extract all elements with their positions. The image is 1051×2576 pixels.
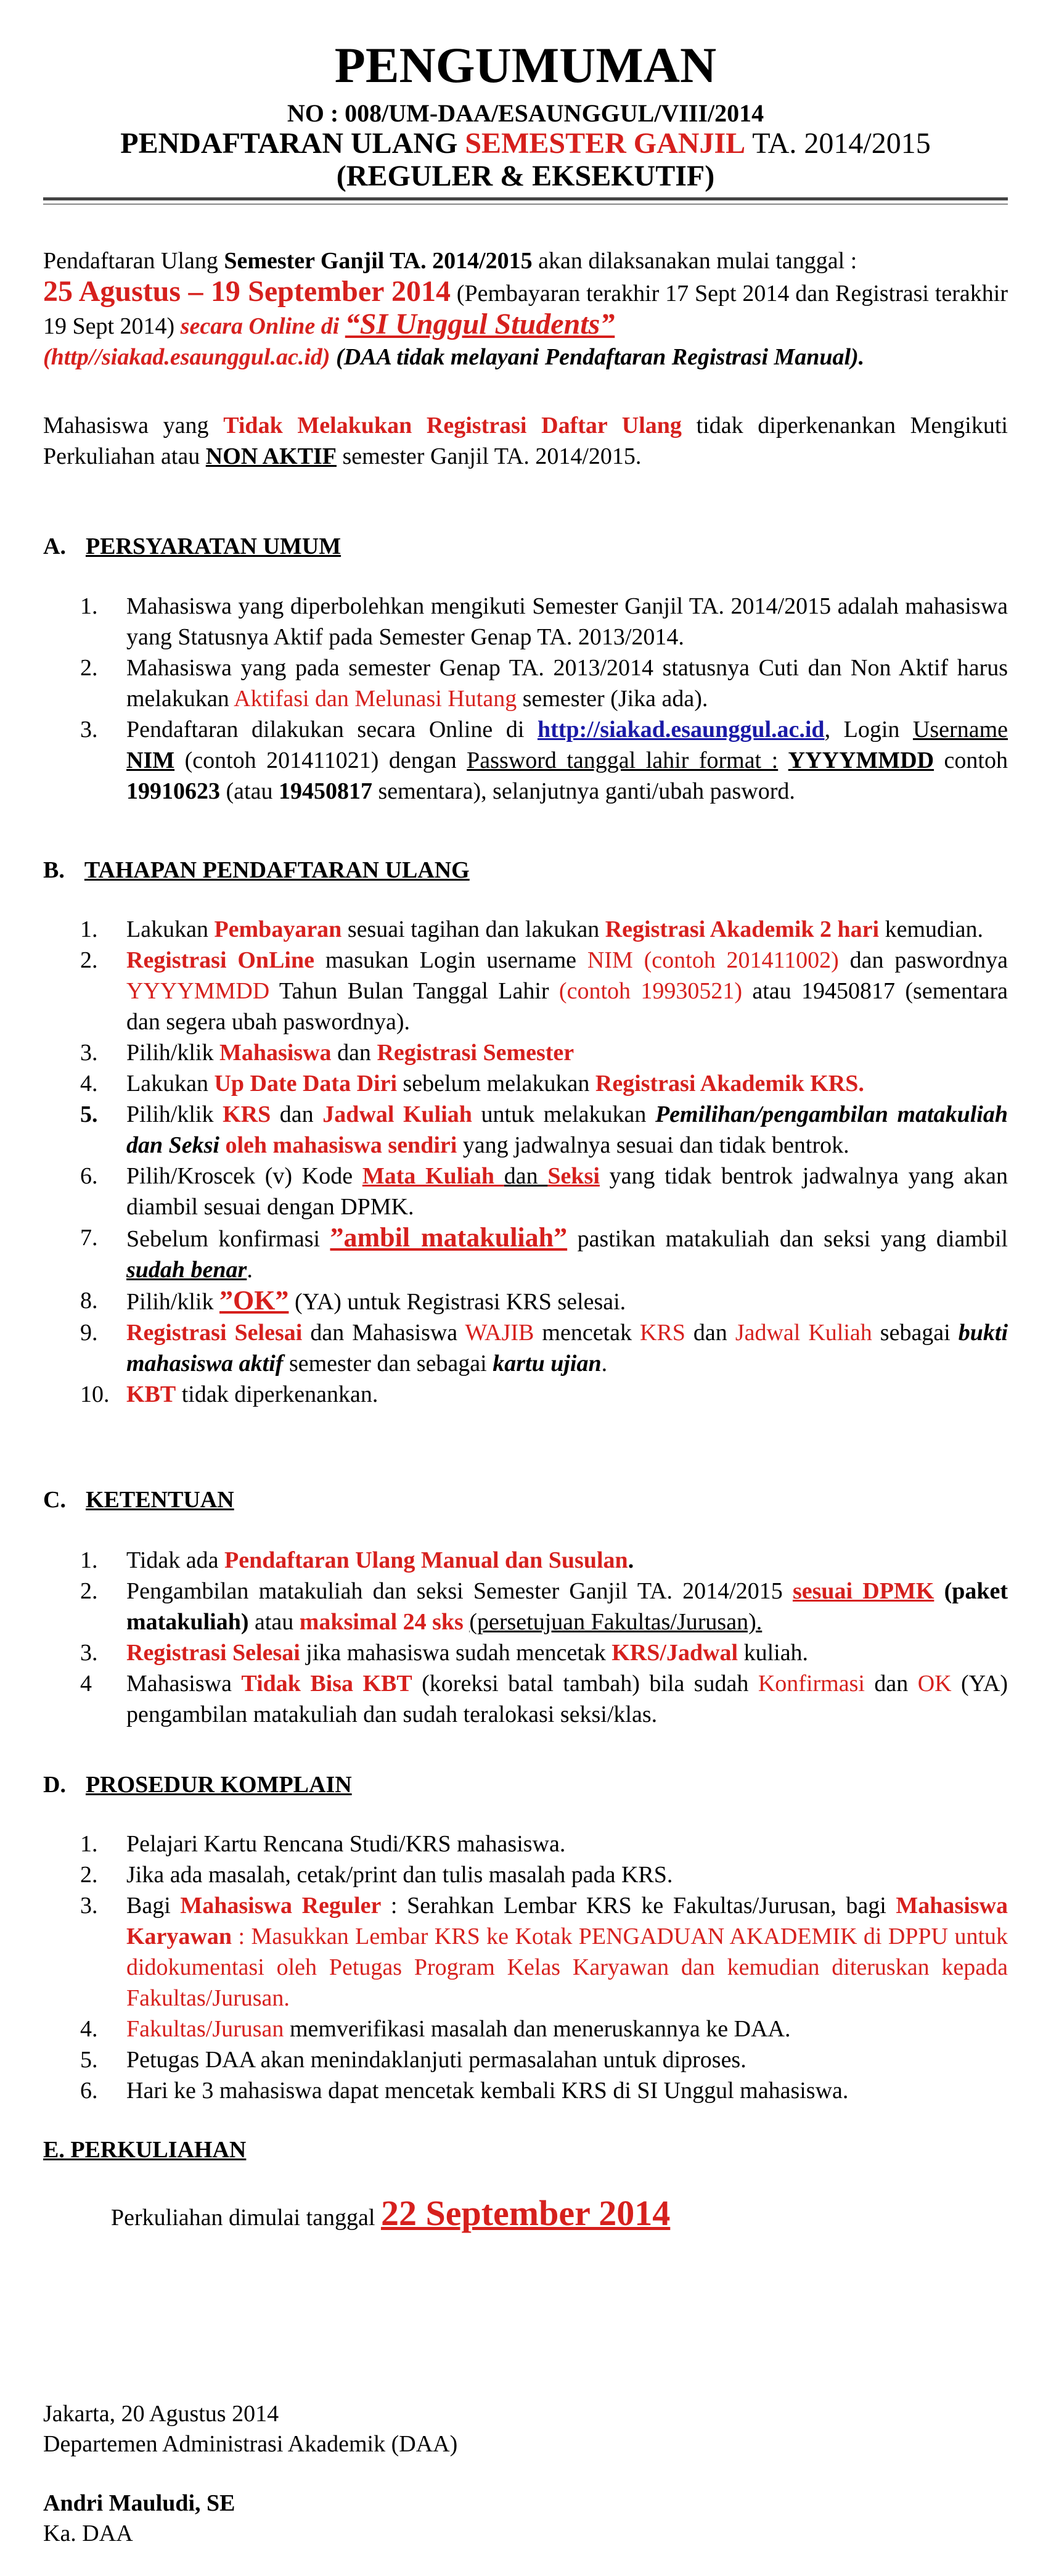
text: (Pembayaran terakhir 17 Sept 2014 dan Registrasi terakhir 19 Sept 2014)	[43, 281, 1008, 339]
text: tidak diperkenankan.	[176, 1381, 378, 1407]
text: (atau	[220, 778, 279, 804]
text: semester Ganjil TA. 2014/2015.	[337, 443, 642, 469]
text: Jadwal Kuliah	[322, 1101, 472, 1127]
list-item	[80, 714, 1008, 807]
text: sesuai DPMK	[792, 1578, 934, 1604]
section-d-list	[80, 1829, 1008, 2106]
text: Pilih/klik	[126, 1101, 223, 1127]
text: KRS/Jadwal	[611, 1640, 738, 1666]
item-text: Mahasiswa yang diperbolehkan mengikuti Semester Ganjil TA. 2014/2015 adalah mahasiswa yang Statusnya Aktif pada Semester Genap TA. 2013/2014.	[126, 593, 1008, 650]
item-number: 1.	[80, 1547, 98, 1573]
text: Pilih/Kroscek (v) Kode	[126, 1163, 362, 1189]
text: sementara), selanjutnya ganti/ubah pasword.	[372, 778, 795, 804]
list-item	[80, 591, 1008, 652]
list-item	[80, 1068, 1008, 1099]
text: sebelum melakukan	[397, 1071, 595, 1097]
document-number: NO : 008/UM-DAA/ESAUNGGUL/VIII/2014	[287, 99, 764, 127]
text: Seksi	[547, 1163, 600, 1189]
text: KRS	[640, 1320, 685, 1346]
text: Registrasi Selesai	[126, 1320, 303, 1346]
section-heading: TAHAPAN PENDAFTARAN ULANG	[84, 857, 470, 883]
item-number: 7.	[80, 1225, 98, 1251]
list-item	[80, 1037, 1008, 1068]
text: sesuai tagihan dan lakukan	[341, 916, 605, 942]
subtitle-part: TA. 2014/2015	[745, 127, 931, 160]
text	[464, 1609, 470, 1635]
item-number: 5.	[80, 2047, 98, 2073]
section-b-title	[43, 855, 470, 885]
text: Mahasiswa Reguler	[180, 1893, 382, 1919]
item-text: Jika ada masalah, cetak/print dan tulis masalah pada KRS.	[126, 1862, 673, 1888]
item-number: 6.	[80, 2078, 98, 2104]
text: Registrasi Akademik 2 hari	[605, 916, 880, 942]
subtitle-part: PENDAFTARAN ULANG	[120, 127, 465, 160]
section-d-title	[43, 1770, 352, 1800]
text: YYYYMMDD	[126, 978, 270, 1004]
text: Registrasi OnLine	[126, 947, 314, 973]
footer-place-date: Jakarta, 20 Agustus 2014	[43, 2401, 279, 2427]
list-item	[80, 1222, 1008, 1285]
siakad-link[interactable]: http://siakad.esaunggul.ac.id	[537, 717, 825, 743]
header-divider	[43, 204, 1008, 205]
text: mencetak	[534, 1320, 640, 1346]
text: sebagai	[872, 1320, 959, 1346]
text: .	[247, 1257, 253, 1283]
text: Bagi	[126, 1893, 181, 1919]
item-number: 2.	[80, 1862, 98, 1888]
text: sudah benar	[126, 1257, 247, 1283]
text: (koreksi batal tambah) bila sudah	[412, 1671, 758, 1697]
text: OK	[917, 1671, 952, 1697]
text: KRS	[223, 1101, 271, 1127]
list-item	[80, 914, 1008, 945]
list-item	[80, 1859, 1008, 1890]
text: ”ambil matakuliah”	[330, 1222, 568, 1253]
text: (contoh 201411021) dengan	[174, 747, 467, 773]
item-number: 4.	[80, 2016, 98, 2042]
item-text: Pelajari Kartu Rencana Studi/KRS mahasiswa.	[126, 1831, 566, 1857]
intro-paragraph-2	[43, 410, 1008, 472]
section-heading: PERSYARATAN UMUM	[85, 533, 341, 559]
text: Tidak Bisa KBT	[241, 1671, 412, 1697]
section-letter: D.	[43, 1772, 66, 1798]
list-item	[80, 1317, 1008, 1379]
text: Up Date Data Diri	[214, 1071, 398, 1097]
list-item	[80, 2044, 1008, 2075]
text: Mahasiswa yang	[43, 413, 224, 438]
text: .	[628, 1547, 634, 1573]
text: Registrasi Selesai	[126, 1640, 300, 1666]
document-subtitle	[0, 126, 1051, 161]
text: Pemilihan/pengambilan matakuliah dan Seksi	[126, 1101, 1008, 1158]
text: dan	[685, 1320, 735, 1346]
text: .	[601, 1351, 608, 1376]
item-number: 3.	[80, 1040, 98, 1066]
text: Lakukan	[126, 1071, 215, 1097]
text: memverifikasi masalah dan meneruskannya ke DAA.	[284, 2016, 791, 2042]
text: Mahasiswa	[126, 1671, 242, 1697]
text: masukan Login username	[314, 947, 587, 973]
text: NIM	[126, 747, 175, 773]
text: 19910623	[126, 778, 220, 804]
item-number: 1.	[80, 593, 98, 619]
text: pastikan matakuliah dan seksi yang diambil	[567, 1226, 1008, 1252]
signer-role: Ka. DAA	[43, 2520, 133, 2546]
text: 19450817	[278, 778, 372, 804]
text: Semester Ganjil TA. 2014/2015	[224, 248, 533, 274]
item-text: Petugas DAA akan menindaklanjuti permasalahan untuk diproses.	[126, 2047, 746, 2073]
document-title: PENGUMUMAN	[334, 37, 717, 93]
item-number: 3.	[80, 1893, 98, 1919]
text: semester (Jika ada).	[517, 686, 708, 712]
item-number: 3.	[80, 1640, 98, 1666]
text: (contoh 19930521)	[558, 978, 742, 1004]
list-item	[80, 1576, 1008, 1637]
document-subtitle-2: (REGULER & EKSEKUTIF)	[336, 160, 715, 192]
list-item	[80, 1890, 1008, 2014]
text: kemudian.	[879, 916, 983, 942]
text: yang tidak bentrok jadwalnya yang akan diambil sesuai dengan DPMK.	[126, 1163, 1008, 1220]
item-number: 9.	[80, 1320, 98, 1346]
section-b-list	[80, 914, 1008, 1410]
text: Jadwal Kuliah	[735, 1320, 872, 1346]
text: DAA tidak melayani Pendaftaran Registrasi Manual).	[343, 344, 865, 370]
text: contoh	[934, 747, 1008, 773]
text: Username	[912, 717, 1008, 743]
text: Password tanggal lahir format :	[467, 747, 779, 773]
text: Lakukan	[126, 916, 215, 942]
text: dan	[864, 1671, 918, 1697]
siakad-url[interactable]: (http//siakad.esaunggul.ac.id)	[43, 344, 330, 370]
text: Mata Kuliah	[362, 1163, 504, 1189]
list-item	[80, 1668, 1008, 1730]
text: kartu ujian	[493, 1351, 602, 1376]
text: Pembayaran	[214, 916, 342, 942]
item-number: 2.	[80, 1578, 98, 1604]
list-item	[80, 2014, 1008, 2044]
section-c-list	[80, 1545, 1008, 1730]
list-item	[80, 1545, 1008, 1576]
text: Tahun Bulan Tanggal Lahir	[269, 978, 559, 1004]
list-item	[80, 1285, 1008, 1317]
text: (persetujuan Fakultas/Jurusan).	[469, 1609, 763, 1635]
section-a-title	[43, 532, 341, 561]
text: tidak diperkenankan Mengikuti Perkuliahan atau	[43, 413, 1008, 469]
section-e-title	[43, 2135, 246, 2165]
text: YYYYMMDD	[788, 747, 934, 773]
text: secara Online di	[180, 313, 345, 339]
section-letter: C.	[43, 1487, 66, 1513]
item-number: 4.	[80, 1071, 98, 1097]
text: Registrasi Akademik KRS.	[595, 1071, 864, 1097]
text: Pendaftaran dilakukan secara Online di	[126, 717, 538, 743]
text: atau 19450817 (sementara dan segera ubah paswordnya).	[126, 978, 1008, 1035]
text: dan Mahasiswa	[302, 1320, 465, 1346]
signer-name: Andri Mauludi, SE	[43, 2490, 235, 2516]
item-number: 1.	[80, 1831, 98, 1857]
text: Pengambilan matakuliah dan seksi Semester Ganjil TA. 2014/2015	[126, 1578, 793, 1604]
text: oleh mahasiswa sendiri	[219, 1132, 457, 1158]
text: (	[330, 344, 344, 370]
text: Pilih/klik	[126, 1289, 219, 1315]
text: (YA) untuk Registrasi KRS selesai.	[288, 1289, 626, 1315]
text: Pendaftaran Ulang Manual dan Susulan	[224, 1547, 628, 1573]
text: semester dan sebagai	[283, 1351, 493, 1376]
text: (paket matakuliah)	[126, 1578, 1008, 1635]
header-divider	[43, 197, 1008, 200]
text: Perkuliahan dimulai tanggal	[111, 2205, 381, 2231]
list-item	[80, 1379, 1008, 1410]
subtitle-highlight: SEMESTER GANJIL	[465, 127, 746, 160]
text: bukti mahasiswa aktif	[126, 1320, 1008, 1376]
text: dan paswordnya	[838, 947, 1008, 973]
text: untuk melakukan	[472, 1101, 655, 1127]
text: NIM (contoh 201411002)	[587, 947, 839, 973]
text: atau	[248, 1609, 300, 1635]
item-number: 3.	[80, 717, 98, 743]
text: ”OK”	[219, 1285, 289, 1315]
text: Fakultas/Jurusan	[126, 2016, 284, 2042]
text: NON AKTIF	[205, 443, 337, 469]
item-number: 4	[80, 1671, 92, 1697]
list-item	[80, 652, 1008, 714]
text: , Login	[824, 717, 913, 743]
section-a-list	[80, 591, 1008, 807]
list-item	[80, 1637, 1008, 1668]
text: Sebelum konfirmasi	[126, 1226, 330, 1252]
section-heading: PROSEDUR KOMPLAIN	[85, 1772, 352, 1798]
text: yang jadwalnya sesuai dan tidak bentrok.	[457, 1132, 849, 1158]
text: jika mahasiswa sudah mencetak	[300, 1640, 612, 1666]
text: dan	[331, 1040, 377, 1066]
text: dan	[504, 1163, 548, 1189]
text: Mahasiswa yang pada semester Genap TA. 2013/2014 statusnya Cuti dan Non Aktif harus melakukan	[126, 655, 1008, 712]
section-heading: KETENTUAN	[85, 1487, 234, 1513]
text: : Masukkan Lembar KRS ke Kotak PENGADUAN AKADEMIK di DPPU untuk didokumentasi oleh Petugas Program Kelas Karyawan dan kemudian diteruskan kepada Fakultas/Jurusan.	[126, 1924, 1008, 2011]
text: Mahasiswa	[219, 1040, 332, 1066]
text: kuliah.	[738, 1640, 809, 1666]
text: Mahasiswa Karyawan	[126, 1893, 1008, 1949]
footer-department: Departemen Administrasi Akademik (DAA)	[43, 2431, 458, 2457]
intro-paragraph	[43, 245, 1008, 372]
text: dan	[271, 1101, 323, 1127]
text: (YA) pengambilan matakuliah dan sudah teralokasi seksi/klas.	[126, 1671, 1008, 1727]
section-heading: E. PERKULIAHAN	[43, 2137, 247, 2163]
list-item	[80, 1829, 1008, 1859]
text: Konfirmasi	[758, 1671, 865, 1697]
list-item	[80, 1161, 1008, 1222]
registration-period: 25 Agustus – 19 September 2014	[43, 275, 451, 308]
item-text: Hari ke 3 mahasiswa dapat mencetak kembali KRS di SI Unggul mahasiswa.	[126, 2078, 849, 2104]
item-number: 1.	[80, 916, 98, 942]
item-number: 2.	[80, 655, 98, 681]
item-number: 10.	[80, 1381, 110, 1407]
text: Registrasi Semester	[377, 1040, 575, 1066]
lecture-start-date: 22 September 2014	[380, 2193, 671, 2233]
item-number: 2.	[80, 947, 98, 973]
text: KBT	[126, 1381, 176, 1407]
text: : Serahkan Lembar KRS ke Fakultas/Jurusan, bagi	[381, 1893, 896, 1919]
section-letter: B.	[43, 857, 65, 883]
lecture-start	[111, 2193, 671, 2233]
text: akan dilaksanakan mulai tanggal :	[532, 248, 857, 274]
text: maksimal 24 sks	[299, 1609, 464, 1635]
text: Tidak ada	[126, 1547, 225, 1573]
text: Pilih/klik	[126, 1040, 219, 1066]
section-letter: A.	[43, 533, 66, 559]
item-number: 5.	[80, 1101, 98, 1127]
list-item	[80, 1099, 1008, 1161]
list-item	[80, 2075, 1008, 2106]
section-c-title	[43, 1485, 234, 1515]
si-unggul-link[interactable]: “SI Unggul Students”	[345, 308, 615, 340]
text: WAJIB	[465, 1320, 534, 1346]
text: Pendaftaran Ulang	[43, 248, 224, 274]
list-item	[80, 945, 1008, 1037]
text: Tidak Melakukan Registrasi Daftar Ulang	[223, 413, 682, 438]
text: Aktifasi dan Melunasi Hutang	[234, 686, 517, 712]
item-number: 8.	[80, 1288, 98, 1314]
item-number: 6.	[80, 1163, 98, 1189]
